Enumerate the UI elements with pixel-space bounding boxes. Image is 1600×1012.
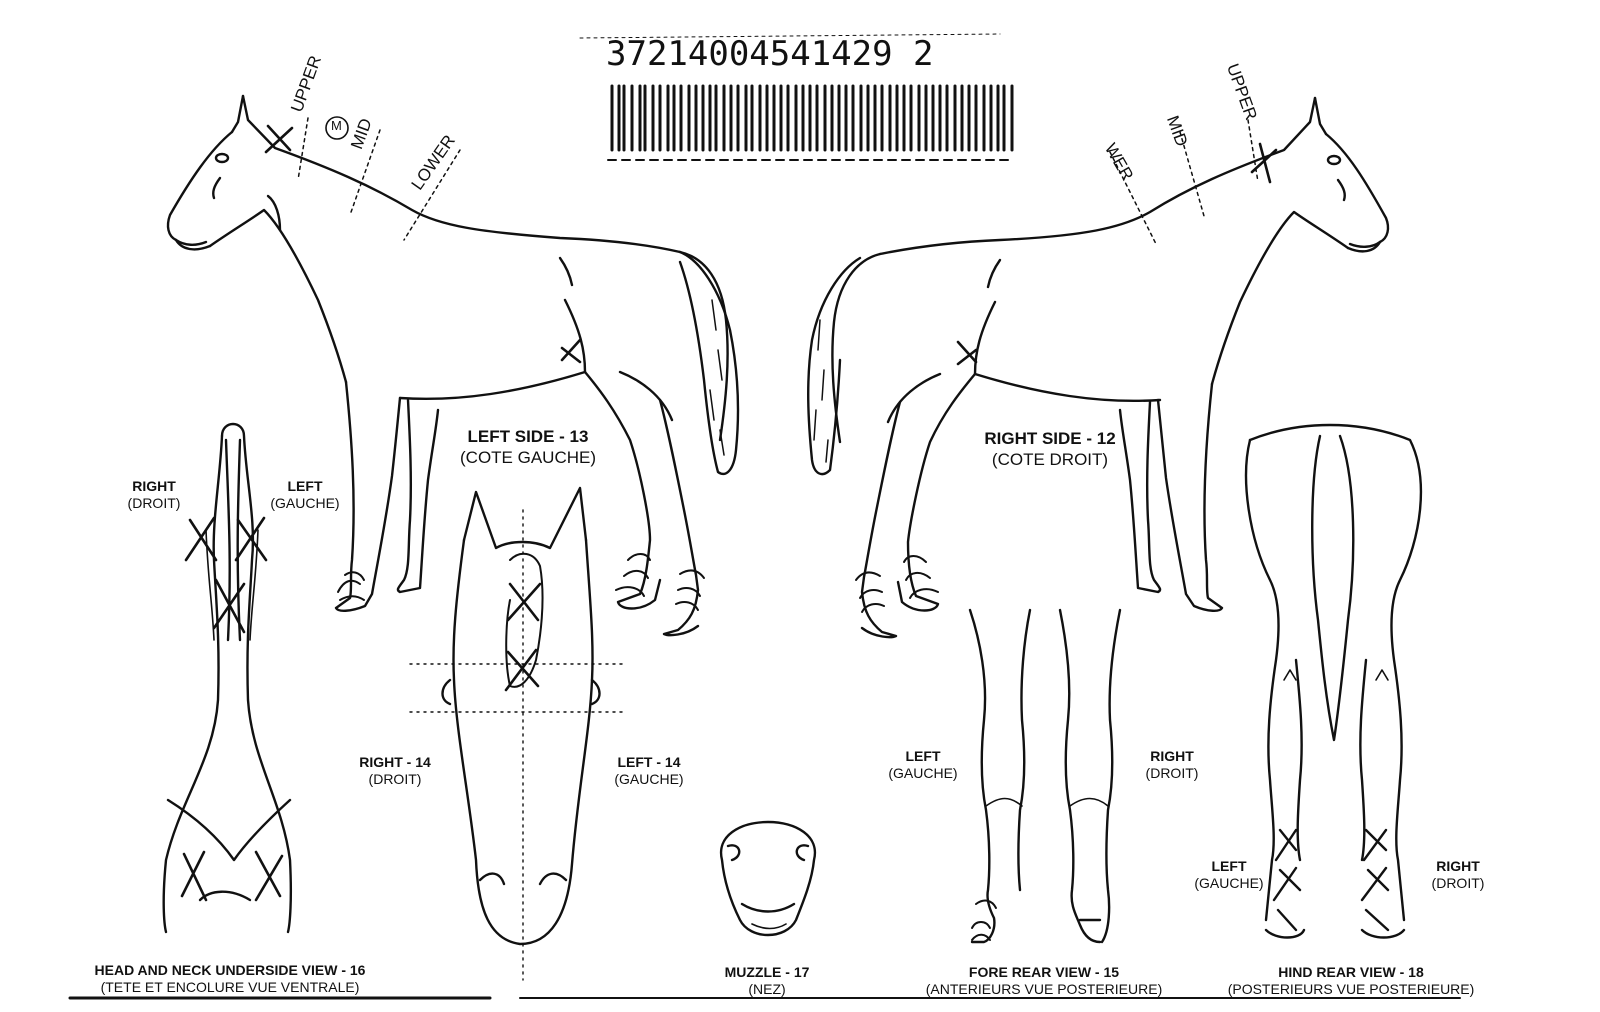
fore-left-label — [880, 748, 966, 782]
hind-right-label — [1420, 858, 1496, 892]
fore-subtitle: (ANTERIEURS VUE POSTERIEURE) — [925, 981, 1163, 997]
left-neck-upper-label: UPPER — [287, 53, 326, 115]
fore-rear-drawing — [970, 610, 1120, 942]
muzzle-drawing — [721, 822, 815, 935]
right-neck-lower-label: WER — [1100, 140, 1138, 184]
hind-left: LEFT — [1211, 858, 1247, 874]
fore-title: FORE REAR VIEW - 15 — [968, 964, 1120, 980]
right-side-horse — [808, 98, 1388, 637]
hind-title: HIND REAR VIEW - 18 — [1278, 964, 1424, 980]
hind-subtitle: (POSTERIEURS VUE POSTERIEURE) — [1227, 981, 1475, 997]
right-neck-mid-label: MID — [1162, 113, 1192, 149]
hind-right-fr: (DROIT) — [1431, 875, 1485, 891]
right-side-title: RIGHT SIDE - 12 — [984, 429, 1116, 448]
head-right-label — [350, 754, 440, 788]
hind-left-fr: (GAUCHE) — [1194, 875, 1264, 891]
head-left-label — [604, 754, 694, 788]
underside-right: RIGHT — [132, 478, 176, 494]
underside-title: HEAD AND NECK UNDERSIDE VIEW - 16 — [94, 962, 366, 978]
hind-rear-drawing — [1246, 425, 1421, 938]
muzzle-subtitle: (NEZ) — [748, 981, 786, 997]
left-side-title: LEFT SIDE - 13 — [467, 427, 589, 446]
right-neck-upper-label: UPPER — [1222, 61, 1261, 123]
left-neck-mid-label: MID — [347, 115, 376, 152]
muzzle-title: MUZZLE - 17 — [724, 964, 810, 980]
right-side-caption — [960, 428, 1140, 470]
underside-left-fr: (GAUCHE) — [270, 495, 340, 511]
fore-right: RIGHT — [1150, 748, 1194, 764]
fore-left: LEFT — [905, 748, 941, 764]
underside-right-fr: (DROIT) — [127, 495, 181, 511]
head-left: LEFT - 14 — [617, 754, 681, 770]
underside-right-label — [118, 478, 190, 512]
left-side-caption — [440, 426, 616, 468]
head-left-fr: (GAUCHE) — [614, 771, 684, 787]
head-front-drawing — [410, 488, 622, 980]
head-right: RIGHT - 14 — [359, 754, 431, 770]
left-neck-lower-label: LOWER — [407, 131, 459, 194]
muzzle-caption — [712, 964, 822, 998]
right-side-subtitle: (COTE DROIT) — [991, 450, 1109, 469]
fore-right-fr: (DROIT) — [1145, 765, 1199, 781]
left-side-subtitle: (COTE GAUCHE) — [460, 448, 596, 467]
fore-right-label — [1134, 748, 1210, 782]
barcode-bars — [612, 86, 1012, 150]
hind-left-label — [1186, 858, 1272, 892]
head-right-fr: (DROIT) — [368, 771, 422, 787]
left-neck-mark: M — [331, 118, 342, 133]
hind-right: RIGHT — [1436, 858, 1480, 874]
hind-caption — [1206, 964, 1496, 998]
underside-left: LEFT — [287, 478, 323, 494]
underside-left-label — [262, 478, 348, 512]
underside-subtitle: (TETE ET ENCOLURE VUE VENTRALE) — [100, 979, 360, 995]
underside-caption — [60, 962, 400, 996]
fore-caption — [904, 964, 1184, 998]
barcode-number: 37214004541429 2 — [606, 34, 934, 74]
fore-left-fr: (GAUCHE) — [888, 765, 958, 781]
